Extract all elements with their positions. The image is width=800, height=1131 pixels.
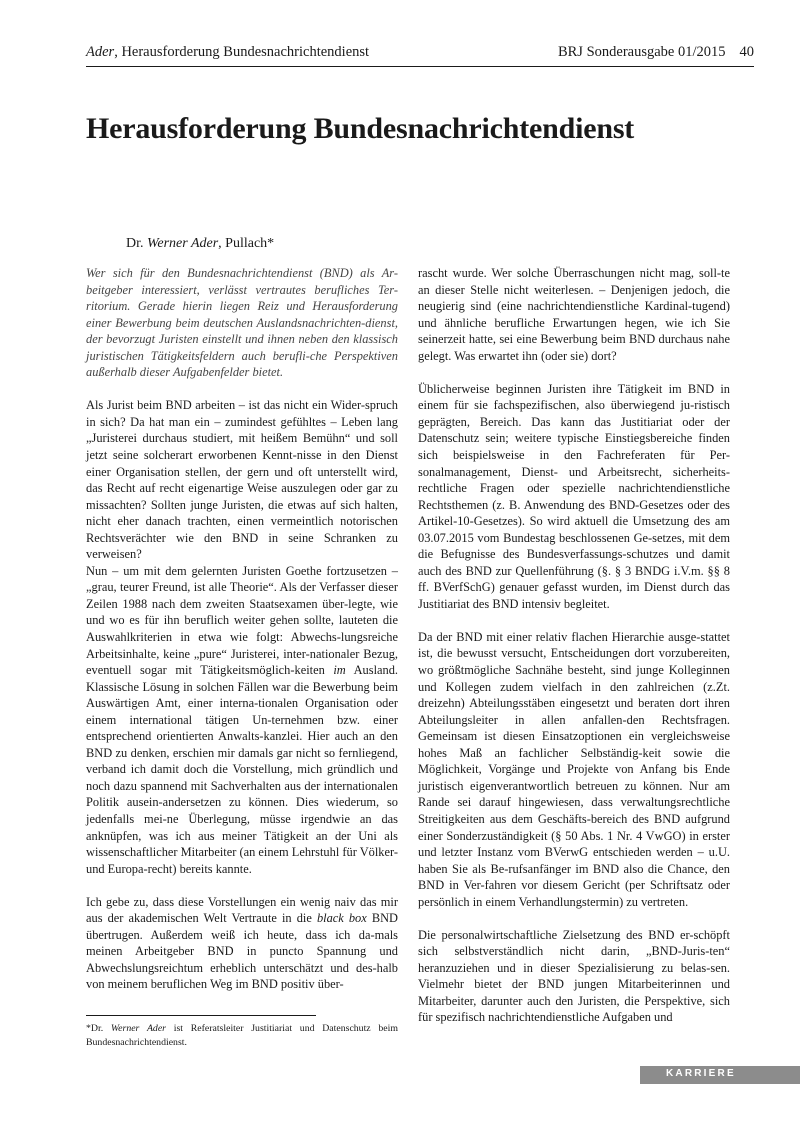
emphasis-text: black box xyxy=(316,911,367,926)
paragraph-text: Nun – um mit dem gelernten Juristen Goethe fortzusetzen – „grau, teurer Freund, ist alle Theorie“. Als der Verfasser dieser Zeilen 1988 nach dem zweiten Staatsexamen über-legte, wie und wo es für ihn beruflich weiter gehen sollte, lauteten die Auswahlkriterien in etwa wie folgt: Abwechs-lungsreiche Arbeitsinhalte, keine „pure“ Juristerei, inter-nationaler Bezug, eventuell sogar mit Tätigkeitsmöglich-keiten xyxy=(86,563,398,678)
abstract: Wer sich für den Bundesnachrichtendienst (BND) als Ar-beitgeber interessiert, verlässt vertrautes berufliches Ter-ritorium. Gerade hierin liegen Reiz und Herausforderung einer Bewerbung beim deutschen Auslandsnachrichten-dienst, der bevorzugt Juristen einstellt und ihnen neben den klassisch juristischen Tätigkeitsfeldern auch berufli-che Perspektiven außerhalb dieser Aufgabenfelder bietet. xyxy=(86,266,398,380)
paragraph-continuation: rascht wurde. Wer solche Überraschungen nicht mag, soll-te an dieser Stelle nicht weiterlesen. – Denjenigen jedoch, die neugierig sind (eine nachrichtendienstliche Kardinal-tugend) und ähnliche berufliche Erwartungen hegen, wie ich Sie seinerzeit hatte, sei eine Bewerbung beim BND durchaus nahe gelegt. Was erwartet ihn (oder sie) dort? xyxy=(418,266,730,363)
journal-issue: BRJ Sonderausgabe 01/2015 xyxy=(557,44,726,60)
section-label: KARRIERE xyxy=(666,1068,736,1079)
running-header-left xyxy=(86,44,369,61)
paragraph-text: BND übertrugen. Außerdem weiß ich heute, dass ich da-mals meinen Arbeitgeber BND in puncto Spannung und Abwechslungsreichtum erheblich unterschätzt und des-halb von meinem beruflichen Weg im BND positiv über- xyxy=(86,911,398,992)
footnote-name: Werner Ader xyxy=(110,1023,166,1034)
right-column xyxy=(418,265,730,1026)
paragraph-hierarchy: Da der BND mit einer relativ flachen Hierarchie ausge-stattet ist, die bewusst versucht, Entscheidungen dort vorzubereiten, wo größtmögliche Sachnähe besteht, sind junge Kolleginnen und Kollegen zudem vielfach in den zahlreichen (z.Zt. dreizehn) Abteilungsstäben eingesetzt und beraten dort ihren Abteilungsleiter in allen anfallen-den Rechtsfragen. Gemeinsam ist diesen Einsatzoptionen ein vergleichsweise hohes Maß an fachlicher Selbständig-keit sowie die Möglichkeit, Vorgänge und Projekte von Anfang bis Ende juristisch eigenverantwortlich betreuen zu können. Nur am Rande sei darauf hingewiesen, dass verwaltungsrechtliche Streitigkeiten aus dem Geschäfts-bereich des BND aufgrund einer Sonderzuständigkeit (§ 50 Abs. 1 Nr. 4 VwGO) in erster und letzter Instanz vom BVerwG entschieden werden – u.U. haben Sie als Be-rufsanfänger im BND also die Chance, den BND in Ver-fahren vor diesem Gericht (per Schriftsatz oder persönlich in einem Verhandlungstermin) zu vertreten. xyxy=(418,629,730,909)
left-column xyxy=(86,265,398,993)
footnote-prefix: *Dr. xyxy=(86,1023,111,1034)
running-header-right xyxy=(558,44,754,61)
author-affiliation: , Pullach* xyxy=(218,236,275,251)
running-header xyxy=(0,0,800,64)
paragraph-personnel: Die personalwirtschaftliche Zielsetzung des BND er-schöpft sich selbstverständlich nicht darin, „BND-Juris-ten“ heranzuziehen und in dieser Spezialisierung zu belas-sen. Vielmehr bietet der BND jungen Mitarbeiterinnen und Mitarbeiter, darunter auch den Juristen, die Perspektive, sich für spezifisch nachrichtendienstliche Aufgaben und xyxy=(418,927,730,1025)
section-tab xyxy=(640,1066,800,1084)
header-article-title: , Herausforderung Bundesnachrichtendienst xyxy=(114,44,370,60)
header-divider xyxy=(86,66,754,67)
footnote-text: ist Referatsleiter Justitiariat und Datenschutz beim Bundesnachrichtendienst. xyxy=(86,1023,398,1048)
paragraph-career-choice xyxy=(86,563,398,877)
author-line xyxy=(126,236,274,252)
article-title: Herausforderung Bundesnachrichtendienst xyxy=(86,112,635,145)
author-name: Werner Ader xyxy=(147,236,219,251)
page-number: 40 xyxy=(739,44,754,60)
header-author-name: Ader xyxy=(86,44,115,60)
footnote xyxy=(86,1022,398,1049)
paragraph-text: Ich gebe zu, dass diese Vorstellungen ein wenig naiv das mir aus der akademischen Welt Vertraute in die xyxy=(86,894,398,926)
footnote-divider xyxy=(86,1015,316,1016)
paragraph-intro: Als Jurist beim BND arbeiten – ist das nicht ein Wider-spruch in sich? Da hat man ein – zumindest gefühltes – Leben lang „Juristerei durchaus studiert, mit heißem Bemühn“ und soll jetzt seine solcherart erworbenen Kennt-nisse in den Dienst einer Organisation stellen, der gern und oft unterstellt wird, das Recht auf recht eigenartige Weise auszulegen oder gar zu missachten? Sollten junge Juristen, die etwas auf sich halten, nicht eher danach trachten, einen vermeintlich notorischen Rechtsverächter wie den BND in seine Schranken zu verweisen? xyxy=(86,398,398,562)
paragraph-entry-areas: Üblicherweise beginnen Juristen ihre Tätigkeit im BND in einem für sie fachspezifischen, also überwiegend ju-ristisch geprägten, Bereich. Das kann das Justitiariat oder der Datenschutz sein; weitere typische Einstiegsbereiche finden sich beispielsweise in den Fachreferaten für Per-sonalmanagement, Dienst- und Arbeitsrecht, sicherheits-rechtliche Fragen oder spezielle nachrichtendienstliche Rechtsthemen (z. B. Anwendung des BND-Gesetzes oder des Artikel-10-Gesetzes). So wird aktuell die Umsetzung des am 03.07.2015 vom Bundestag beschlossenen Ge-setzes, mit dem die Befugnisse des Bundesverfassungs-schutzes und damit auch des BND zur Quellenführung (§. § 3 BNDG i.V.m. §§ 8 ff. BVerfSchG) genauer gefasst wurden, im Dienst durch das Justitiariat des BND intensiv begleitet. xyxy=(418,381,730,611)
paragraph-expectations xyxy=(86,894,398,993)
paragraph-text: Ausland. Klassische Lösung in solchen Fällen war die Bewerbung beim Auswärtigen Amt, einer interna-tionalen Organisation oder einem international tätigen Un-ternehmen bzw. einer entsprechend orientierten Anwalts-kanzlei. Hier auch an den BND zu denken, erschien mir damals gar nicht so fernliegend, verband ich damit doch die Vorstellung, mich gründlich und noch dazu spannend mit Sachverhalten aus der internationalen Politik ausein-andersetzen zu können. Dies wiederum, so jedenfalls mei-ne Überlegung, müsse irgendwie an das anknüpfen, was ich aus meiner Tätigkeit an der Uni als wissenschaftlicher Mitarbeiter (an einem Lehrstuhl für Völker- und Europa-recht) bereits kannte. xyxy=(86,663,398,876)
author-prefix: Dr. xyxy=(126,236,147,251)
emphasis-text: im xyxy=(333,663,346,678)
